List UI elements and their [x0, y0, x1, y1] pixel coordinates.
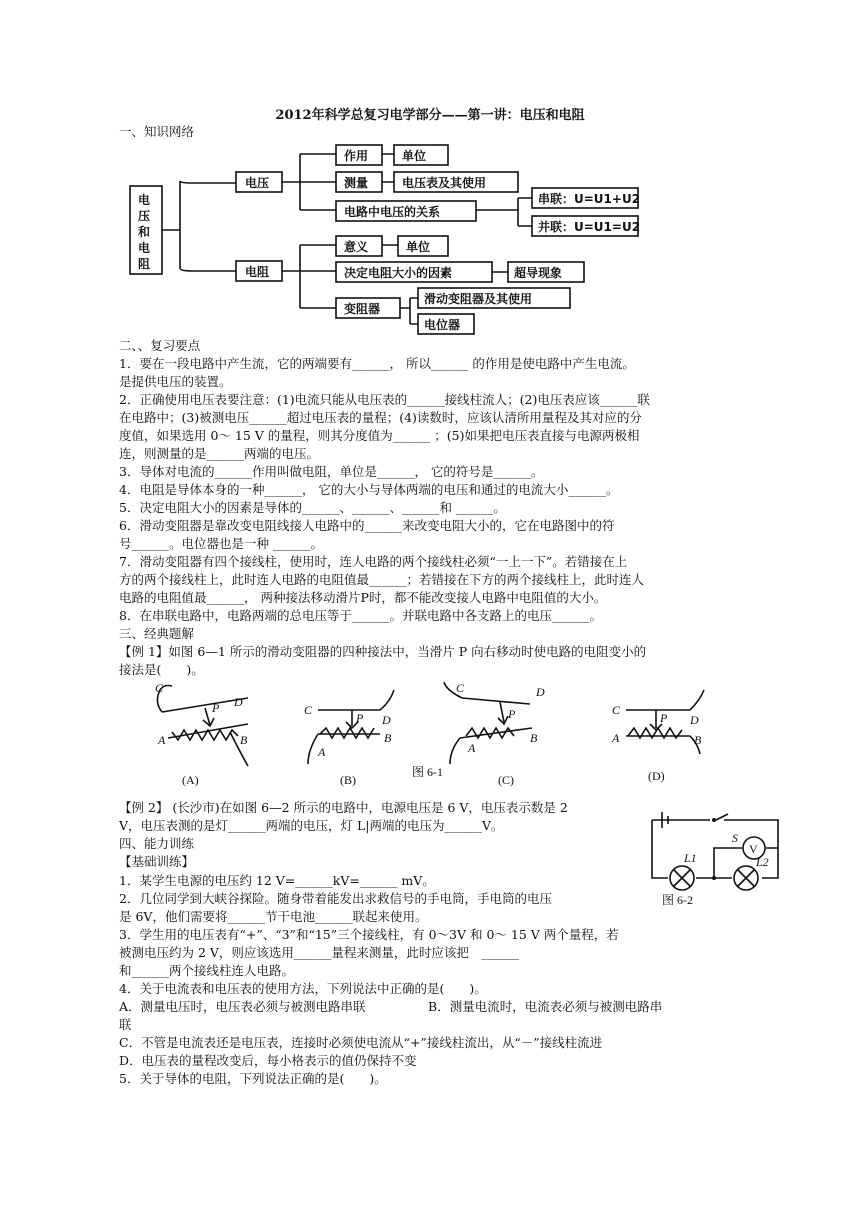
resistance-item-factors: 决定电阻大小的因素 [344, 266, 453, 280]
point-line: 度值，如果选用 0～ 15 V 的量程，则其分度值为______ ；(5)如果把电压表直接与电源两极相 [119, 428, 640, 443]
knowledge-map-diagram [0, 138, 860, 338]
point-line: 1．要在一段电路中产生流，它的两端要有______， 所以______ 的作用是使电路中产生电流。 [119, 356, 635, 371]
figure-6-1-caption: 图 6-1 [412, 765, 443, 779]
section-heading-training: 四、能力训练 [119, 836, 195, 851]
point-line: 方的两个接线柱上，此时连人电路的电阻值最______；若错接在下方的两个接线柱上，此时连人 [119, 572, 645, 587]
voltage-item-measure: 测量 [344, 176, 369, 190]
drill-line: 3．学生用的电压表有“+”、“3”和“15”三个接线柱，有 0～3V 和 0～ 15 V 两个量程，若 [119, 927, 619, 942]
rheostat-leaf-slide: 滑动变阻器及其使用 [424, 292, 533, 306]
point-line: 3．导体对电流的______作用叫做电阻，单位是______， 它的符号是______。 [119, 464, 544, 479]
svg-text:A: A [612, 731, 620, 745]
drill-line: 和______两个接线柱连人电路。 [119, 963, 295, 978]
drill-line: 5．关于导体的电阻，下列说法正确的是( )。 [119, 1071, 387, 1086]
svg-text:D: D [234, 695, 243, 709]
series-relation: 串联：U=U1+U2 [538, 192, 641, 206]
point-line: 连，则测量的是______两端的电压。 [119, 446, 320, 461]
point-line: 号______。电位器也是一种 ______。 [119, 536, 323, 551]
svg-text:D: D [536, 685, 545, 699]
voltage-leaf-unit: 单位 [402, 149, 427, 163]
svg-text:P: P [660, 711, 668, 725]
voltage-label: 电压 [245, 176, 270, 190]
point-line: 5．决定电阻大小的因素是导体的______、______、______和 ______。 [119, 500, 506, 515]
point-line: 在电路中；(3)被测电压______超过电压表的量程；(4)读数时，应该认清所用量程及其对应的分 [119, 410, 642, 425]
root-char: 压 [138, 209, 151, 223]
section-heading-knowledge-map: 一、知识网络 [119, 124, 195, 139]
figure-6-1 [0, 680, 860, 790]
svg-text:P: P [508, 707, 516, 721]
point-line: 7．滑动变阻器有四个接线柱，使用时，连人电路的两个接线柱必须“一上一下”。若错接在上 [119, 554, 628, 569]
lamp-1-label: L1 [684, 851, 697, 865]
rheostat-option-b [304, 690, 394, 787]
drill-line: 是 6V，他们需要将______节干电池______联起来使用。 [119, 909, 428, 924]
svg-text:P: P [356, 711, 364, 725]
rheostat-option-c [444, 681, 545, 787]
page-title: 2012年科学总复习电学部分——第一讲：电压和电阻 [275, 108, 585, 123]
svg-text:C: C [304, 703, 313, 717]
svg-text:C: C [155, 681, 164, 695]
drill-line: C．不管是电流表还是电压表，连接时必须使电流从“+”接线柱流出，从“－”接线柱流进 [119, 1035, 603, 1050]
svg-text:C: C [612, 703, 621, 717]
parallel-relation: 并联：U=U1=U2 [538, 220, 641, 234]
switch-label: S [732, 831, 738, 845]
example-2-line: V，电压表测的是灯______两端的电压，灯 L|两端的电压为______V。 [119, 818, 504, 833]
svg-text:A: A [158, 733, 166, 747]
option-label: (D) [648, 769, 665, 783]
point-line: 8．在串联电路中，电路两端的总电压等于______。并联电路中各支路上的电压______。 [119, 608, 602, 623]
section-heading-review: 二、、复习要点 [119, 338, 201, 353]
svg-text:D: D [690, 713, 699, 727]
point-line: 是提供电压的装置。 [119, 374, 232, 389]
rheostat-option-d [611, 690, 704, 783]
rheostat-option-a [155, 681, 248, 787]
example-1-line: 【例 1】如图 6—1 所示的滑动变阻器的四种接法中，当滑片 P 向右移动时使电路的电阻变小的 [119, 644, 647, 659]
drill-line: 2．几位同学到大峡谷探险。随身带着能发出求救信号的手电筒，手电筒的电压 [119, 891, 552, 906]
option-label: (A) [182, 773, 199, 787]
svg-text:P: P [212, 701, 220, 715]
point-line: 电路的电阻值最______， 两种接法移动滑片P时，都不能改变接人电路中电阻值的大小。 [119, 590, 607, 605]
svg-text:B: B [694, 733, 702, 747]
voltage-leaf-meter: 电压表及其使用 [402, 176, 487, 190]
root-char: 阻 [138, 257, 151, 271]
lamp-2-label: L2 [756, 855, 769, 869]
root-char: 电 [138, 241, 151, 255]
root-char: 和 [138, 225, 151, 239]
svg-text:D: D [382, 713, 391, 727]
voltage-item-function: 作用 [344, 149, 369, 163]
subsection-basic-training: 【基础训练】 [119, 854, 195, 869]
svg-text:B: B [240, 733, 248, 747]
voltage-item-relation: 电路中电压的关系 [344, 205, 441, 219]
root-char: 电 [138, 193, 151, 207]
point-line: 2．正确使用电压表要注意：(1)电流只能从电压表的______接线柱流人；(2)电压表应该______联 [119, 392, 650, 407]
section-heading-examples: 三、经典题解 [119, 626, 195, 641]
resistance-leaf-unit: 单位 [406, 240, 431, 254]
resistance-item-rheostat: 变阻器 [344, 302, 381, 316]
point-line: 6．滑动变阻器是靠改变电阻线接人电路中的______来改变电阻大小的，它在电路图中的符 [119, 518, 615, 533]
svg-text:C: C [456, 681, 465, 695]
drill-line: D．电压表的量程改变后，每小格表示的值仍保持不变 [119, 1053, 417, 1068]
option-label: (C) [498, 773, 514, 787]
example-2-line: 【例 2】 (长沙市)在如图 6—2 所示的电路中，电源电压是 6 V，电压表示数是 2 [119, 800, 568, 815]
point-line: 4．电阻是导体本身的一种______， 它的大小与导体两端的电压和通过的电流大小______。 [119, 482, 619, 497]
svg-text:B: B [530, 731, 538, 745]
drill-line: A．测量电压时，电压表必须与被测电路串联 B．测量电流时，电流表必须与被测电路串 [119, 999, 663, 1014]
resistance-label: 电阻 [245, 265, 270, 279]
svg-text:A: A [468, 741, 476, 755]
example-1-line: 接法是( )。 [119, 662, 204, 677]
drill-line: 被测电压约为 2 V，则应该选用______量程来测量，此时应该把 ______ [119, 945, 519, 960]
drill-line: 1．某学生电源的电压约 12 V=______kV=______ mV。 [119, 873, 435, 888]
option-label: (B) [340, 773, 356, 787]
resistance-item-meaning: 意义 [344, 240, 369, 254]
voltmeter-label: V [749, 842, 758, 856]
figure-6-2-caption: 图 6-2 [662, 893, 693, 907]
resistance-leaf-superconduct: 超导现象 [514, 266, 563, 280]
drill-line: 4．关于电流表和电压表的使用方法，下列说法中正确的是( )。 [119, 981, 487, 996]
drill-line: 联 [119, 1017, 132, 1032]
svg-text:B: B [384, 731, 392, 745]
svg-text:A: A [318, 745, 326, 759]
rheostat-leaf-pot: 电位器 [424, 318, 461, 332]
